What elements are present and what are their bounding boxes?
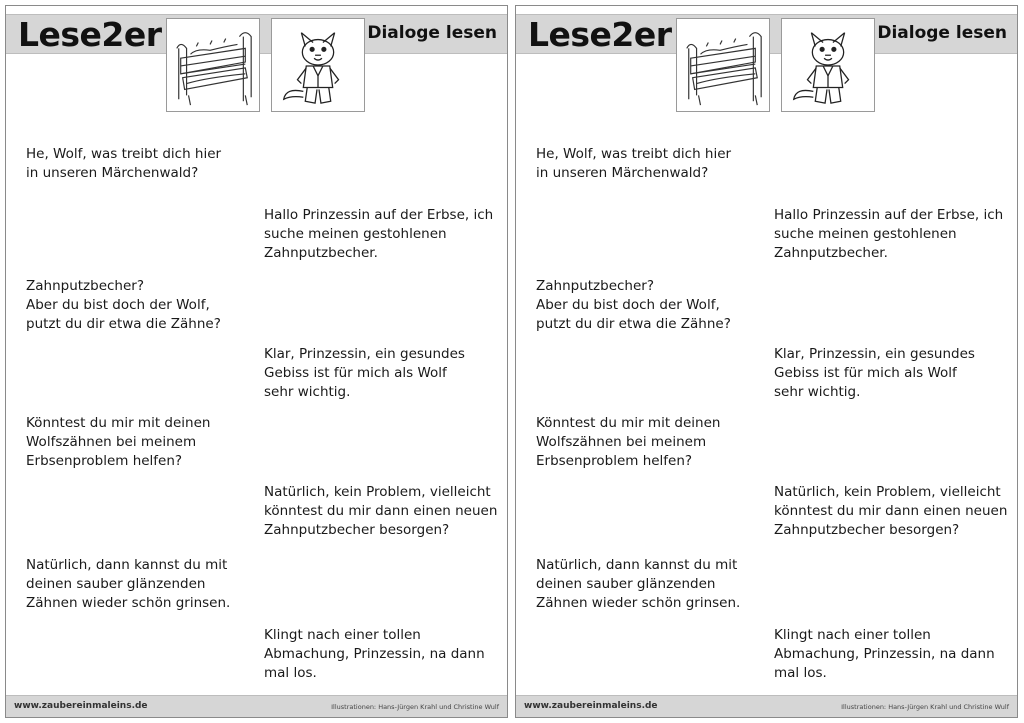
topic-title: Dialoge lesen	[877, 23, 1007, 43]
dialogue-line-4: Klar, Prinzessin, ein gesundes Gebiss ist für mich als Wolf sehr wichtig.	[264, 346, 465, 400]
worksheet-footer	[6, 695, 507, 717]
worksheet-footer	[516, 695, 1017, 717]
dialogue-line-4: Klar, Prinzessin, ein gesundes Gebiss ist für mich als Wolf sehr wichtig.	[774, 346, 975, 400]
dialogue-line-5: Könntest du mir mit deinen Wolfszähnen bei meinem Erbsenproblem helfen?	[536, 415, 721, 469]
bed-icon	[677, 19, 769, 111]
bed-icon	[167, 19, 259, 111]
dialogue-line-3: Zahnputzbecher? Aber du bist doch der Wolf, putzt du dir etwa die Zähne?	[536, 278, 731, 332]
logo: Lese2er	[528, 15, 672, 54]
dialogue-line-2: Hallo Prinzessin auf der Erbse, ich suche meinen gestohlenen Zahnputzbecher.	[774, 207, 1004, 261]
bed-illustration	[166, 18, 260, 112]
footer-url: www.zaubereinmaleins.de	[524, 701, 658, 711]
dialogue-line-3: Zahnputzbecher? Aber du bist doch der Wolf, putzt du dir etwa die Zähne?	[26, 278, 221, 332]
footer-credit: Illustrationen: Hans-Jürgen Krahl und Christine Wulf	[841, 703, 1009, 711]
wolf-icon	[782, 19, 874, 111]
footer-credit: Illustrationen: Hans-Jürgen Krahl und Christine Wulf	[331, 703, 499, 711]
topic-title: Dialoge lesen	[367, 23, 497, 43]
wolf-illustration	[781, 18, 875, 112]
dialogue-line-2: Hallo Prinzessin auf der Erbse, ich suche meinen gestohlenen Zahnputzbecher.	[264, 207, 494, 261]
footer-url: www.zaubereinmaleins.de	[14, 701, 148, 711]
dialogue-line-5: Könntest du mir mit deinen Wolfszähnen bei meinem Erbsenproblem helfen?	[26, 415, 211, 469]
bed-illustration	[676, 18, 770, 112]
dialogue-line-6: Natürlich, kein Problem, vielleicht könntest du mir dann einen neuen Zahnputzbecher besorgen?	[264, 484, 498, 538]
logo: Lese2er	[18, 15, 162, 54]
dialogue-line-8: Klingt nach einer tollen Abmachung, Prinzessin, na dann mal los.	[264, 627, 485, 681]
dialogue-line-1: He, Wolf, was treibt dich hier in unseren Märchenwald?	[26, 146, 222, 181]
wolf-icon	[272, 19, 364, 111]
worksheet-right	[515, 5, 1018, 718]
wolf-illustration	[271, 18, 365, 112]
dialogue-line-6: Natürlich, kein Problem, vielleicht könntest du mir dann einen neuen Zahnputzbecher besorgen?	[774, 484, 1008, 538]
dialogue-line-1: He, Wolf, was treibt dich hier in unseren Märchenwald?	[536, 146, 732, 181]
dialogue-line-7: Natürlich, dann kannst du mit deinen sauber glänzenden Zähnen wieder schön grinsen.	[26, 557, 231, 611]
dialogue-line-8: Klingt nach einer tollen Abmachung, Prinzessin, na dann mal los.	[774, 627, 995, 681]
dialogue-line-7: Natürlich, dann kannst du mit deinen sauber glänzenden Zähnen wieder schön grinsen.	[536, 557, 741, 611]
worksheet-left	[5, 5, 508, 718]
